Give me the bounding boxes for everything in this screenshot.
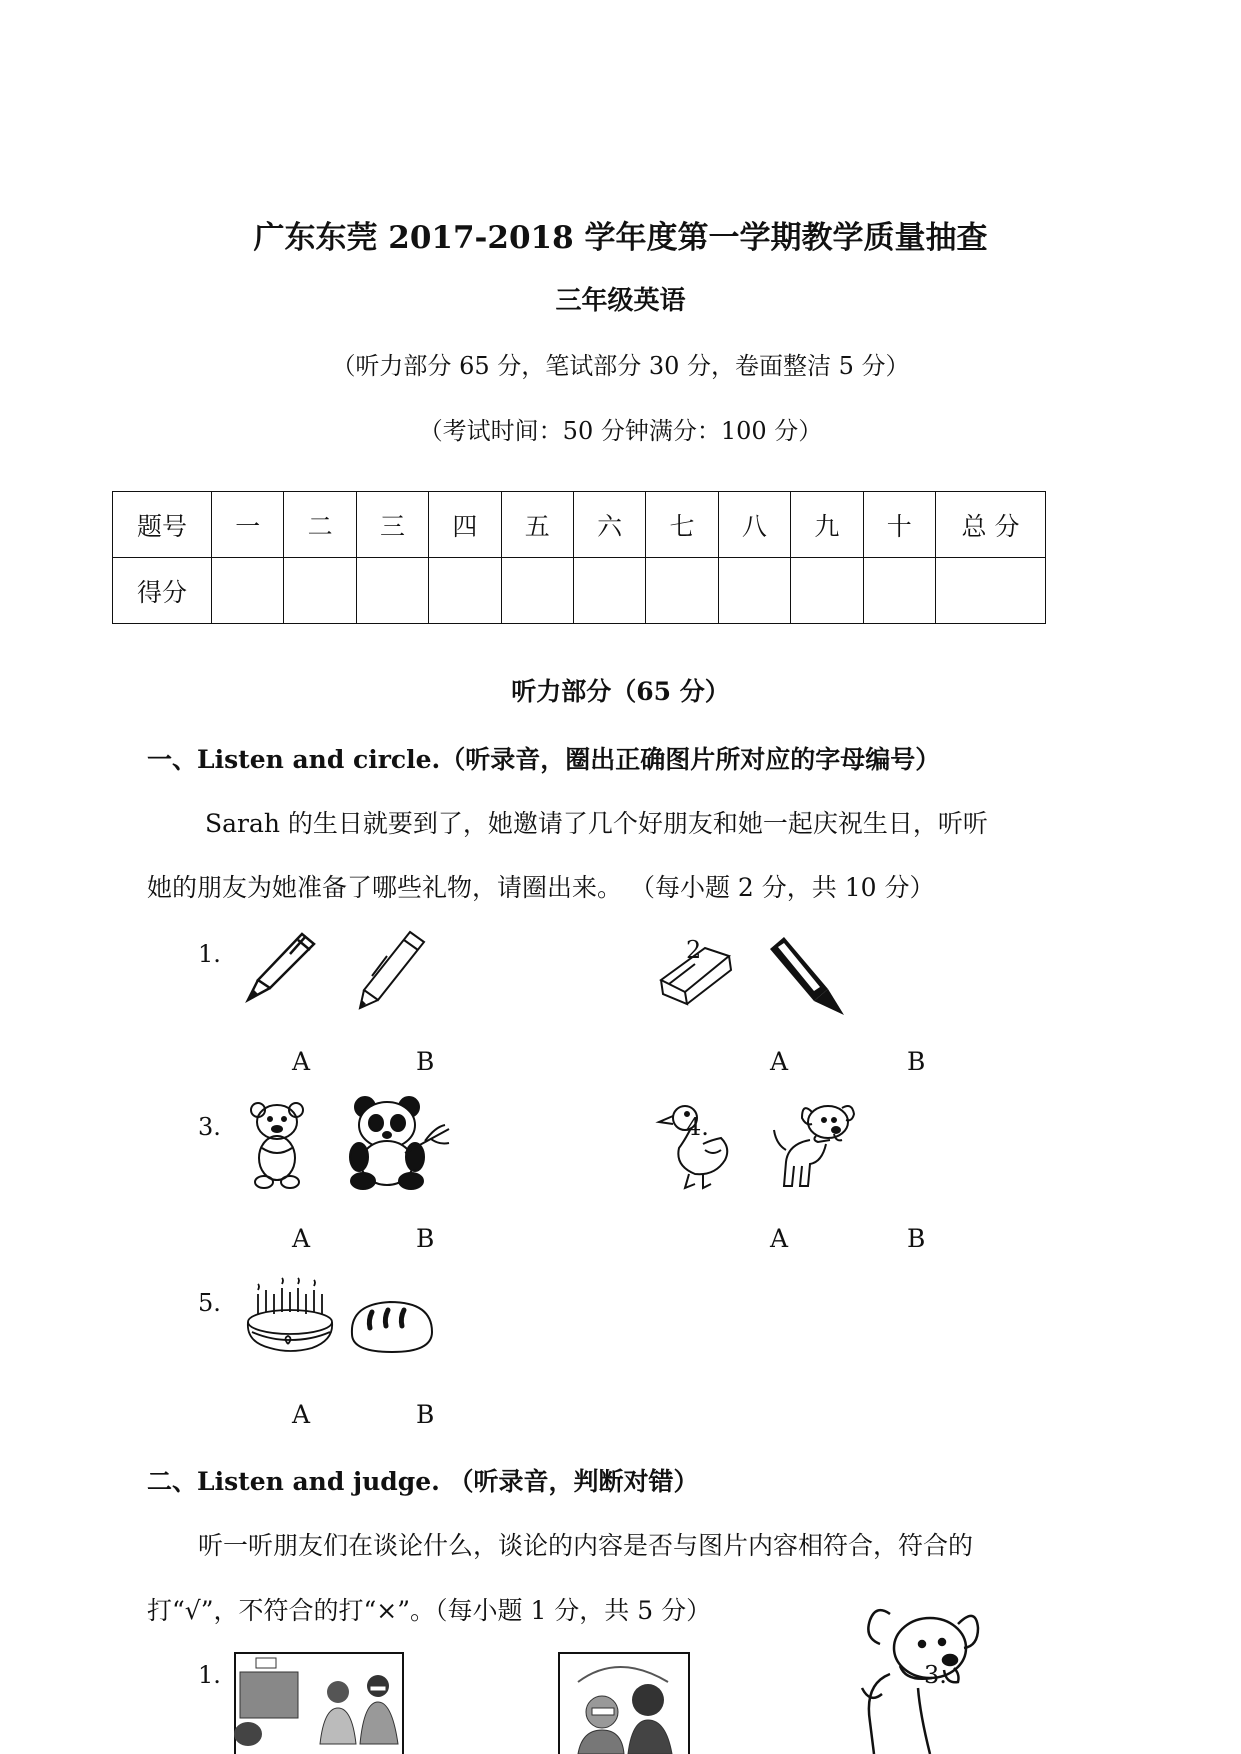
dog-icon xyxy=(860,1604,986,1754)
score-table-score-row xyxy=(113,558,1046,624)
score-table-col: 十 xyxy=(863,492,935,558)
section-title: 听力部分（65 分） xyxy=(511,677,730,706)
option-label-a[interactable]: A xyxy=(292,1400,311,1429)
item-number: 4. xyxy=(686,1113,709,1141)
exam-time-note: （考试时间：50 分钟满分：100 分） xyxy=(418,417,823,445)
option-label-a[interactable]: A xyxy=(292,1224,311,1253)
score-cell[interactable] xyxy=(212,558,284,624)
score-breakdown-note: （听力部分 65 分，笔试部分 30 分，卷面整洁 5 分） xyxy=(331,352,910,380)
option-label-b[interactable]: B xyxy=(907,1047,926,1076)
score-table-col: 三 xyxy=(356,492,428,558)
score-table-col: 一 xyxy=(212,492,284,558)
part1-heading: 一、Listen and circle.（听录音，圈出正确图片所对应的字母编号） xyxy=(147,745,941,774)
score-table-col: 六 xyxy=(573,492,645,558)
pen-icon xyxy=(240,928,320,1008)
option-label-a[interactable]: A xyxy=(292,1047,311,1076)
score-table-total: 总 分 xyxy=(936,492,1046,558)
pencil-icon xyxy=(352,928,432,1012)
score-cell[interactable] xyxy=(501,558,573,624)
bread-icon xyxy=(346,1298,436,1356)
item-number: 1. xyxy=(198,1661,221,1689)
score-cell-total[interactable] xyxy=(936,558,1046,624)
option-label-a[interactable]: A xyxy=(770,1047,789,1076)
score-table-header-row xyxy=(113,492,1046,558)
cake-icon xyxy=(244,1280,334,1356)
part2-heading: 二、Listen and judge. （听录音，判断对错） xyxy=(147,1467,699,1496)
option-label-a[interactable]: A xyxy=(770,1224,789,1253)
bear-icon xyxy=(248,1098,310,1190)
two-boys-icon xyxy=(558,1652,690,1754)
classroom-scene-icon xyxy=(234,1652,404,1754)
item-number: 1. xyxy=(198,940,221,968)
score-cell[interactable] xyxy=(718,558,790,624)
part1-instruction-line1: Sarah 的生日就要到了，她邀请了几个好朋友和她一起庆祝生日，听听 xyxy=(205,809,988,838)
option-label-b[interactable]: B xyxy=(416,1047,435,1076)
option-label-b[interactable]: B xyxy=(416,1400,435,1429)
score-cell[interactable] xyxy=(646,558,718,624)
score-table-col: 九 xyxy=(791,492,863,558)
score-table xyxy=(112,491,1046,624)
crayon-icon xyxy=(764,935,848,1019)
option-label-b[interactable]: B xyxy=(416,1224,435,1253)
page-subtitle: 三年级英语 xyxy=(555,286,686,316)
score-table-col: 五 xyxy=(501,492,573,558)
item-number: 2 xyxy=(686,936,702,964)
score-cell[interactable] xyxy=(791,558,863,624)
part2-instruction-line2: 打“√”，不符合的打“×”。（每小题 1 分，共 5 分） xyxy=(147,1596,712,1625)
item-number: 3. xyxy=(198,1113,221,1141)
score-cell[interactable] xyxy=(863,558,935,624)
part1-instruction-line2: 她的朋友为她准备了哪些礼物，请圈出来。 （每小题 2 分，共 10 分） xyxy=(147,873,935,902)
item-number: 5. xyxy=(198,1289,221,1317)
score-cell[interactable] xyxy=(573,558,645,624)
page-title: 广东东莞 2017-2018 学年度第一学期教学质量抽查 xyxy=(253,220,988,256)
score-table-col: 八 xyxy=(718,492,790,558)
score-table-col: 七 xyxy=(646,492,718,558)
dog-icon xyxy=(772,1100,862,1192)
option-label-b[interactable]: B xyxy=(907,1224,926,1253)
part2-instruction-line1: 听一听朋友们在谈论什么，谈论的内容是否与图片内容相符合，符合的 xyxy=(198,1531,974,1560)
score-table-col: 二 xyxy=(284,492,356,558)
score-cell[interactable] xyxy=(356,558,428,624)
item-number: 3. xyxy=(924,1661,947,1689)
score-table-label: 得分 xyxy=(113,558,212,624)
score-cell[interactable] xyxy=(429,558,501,624)
score-table-col: 四 xyxy=(429,492,501,558)
panda-icon xyxy=(345,1095,455,1190)
score-cell[interactable] xyxy=(284,558,356,624)
score-table-label: 题号 xyxy=(113,492,212,558)
